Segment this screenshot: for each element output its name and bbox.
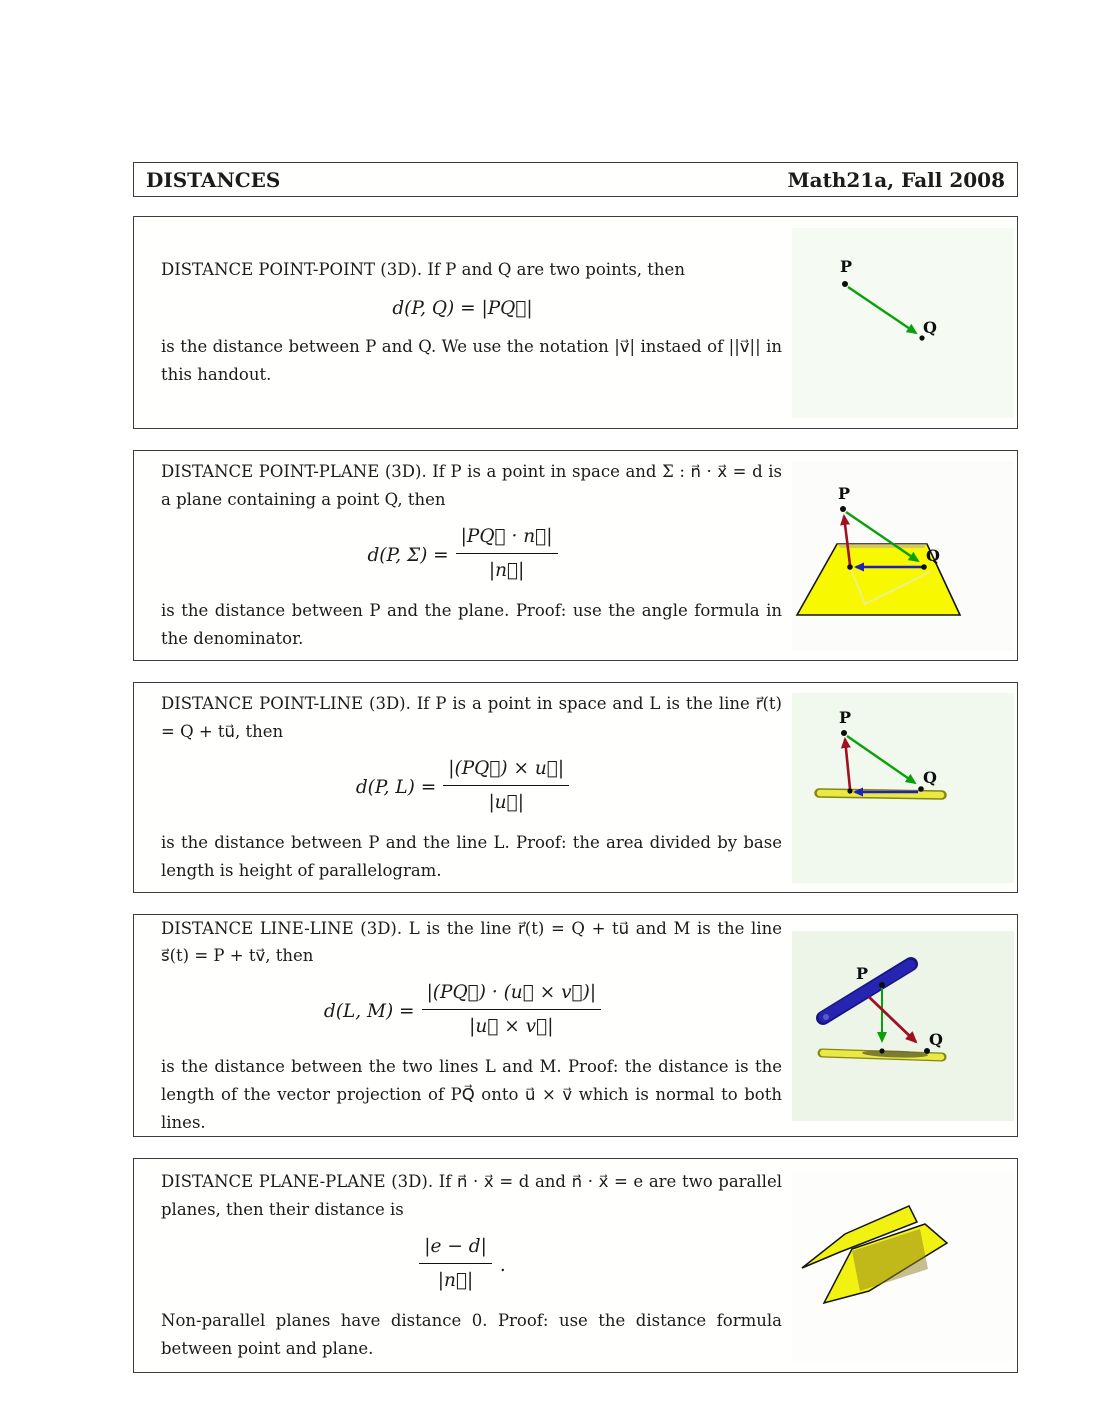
point-p-dot — [840, 506, 846, 512]
section-intro: DISTANCE POINT-POINT (3D). If P and Q are two points, then — [161, 260, 685, 280]
fraction-numerator: |PQ⃗ · n⃗| — [456, 521, 558, 554]
formula-line-line — [161, 979, 764, 1044]
section-plane-plane — [133, 1158, 1018, 1373]
formula-lhs: d(L, M) = — [323, 1000, 415, 1022]
point-p-dot — [841, 730, 847, 736]
fraction-denominator: |n⃗| — [437, 1270, 474, 1291]
formula-point-plane — [161, 523, 764, 588]
section-text — [134, 248, 792, 396]
diagram-label-p: P — [839, 256, 853, 276]
fraction-denominator: |n⃗| — [488, 560, 525, 581]
fraction-numerator: |(PQ⃗) · (u⃗ × v⃗)| — [422, 977, 602, 1010]
formula-plane-plane — [161, 1233, 764, 1298]
fraction-denominator: |u⃗ × v⃗| — [469, 1016, 554, 1038]
formula-suffix: . — [499, 1254, 506, 1276]
section-point-plane — [133, 450, 1018, 661]
section-outro: is the distance between P and the line L. Proof: the area divided by base length is height of parallelogram. — [161, 833, 782, 880]
formula-point-line — [161, 755, 764, 820]
section-text — [134, 907, 792, 1145]
rod-highlight — [823, 1014, 829, 1020]
header-bar — [133, 162, 1018, 197]
point-plane-figure — [792, 461, 1014, 651]
fraction-numerator: |e − d| — [419, 1231, 492, 1264]
formula-text: d(P, Q) = |PQ⃗| — [392, 298, 533, 320]
point-p-dot — [879, 982, 885, 988]
line-rod — [820, 793, 941, 795]
diagram-label-p: P — [838, 707, 852, 727]
figure-background — [792, 693, 1014, 883]
page-title: DISTANCES — [146, 167, 281, 192]
point-q-dot — [921, 564, 927, 570]
diagram-label-q: Q — [923, 767, 937, 787]
foot-dot — [847, 564, 853, 570]
section-outro: is the distance between the two lines L and M. Proof: the distance is the length of the vector projection of PQ⃗ onto u⃗ × v⃗ which is normal to both lines. — [161, 1057, 782, 1132]
point-q-dot — [918, 786, 924, 792]
section-outro: is the distance between P and Q. We use the notation |v⃗| instaed of ||v⃗|| in this handout. — [161, 337, 782, 384]
section-intro: DISTANCE LINE-LINE (3D). L is the line r⃗(t) = Q + tu⃗ and M is the line s⃗(t) = P + tv⃗, then — [161, 918, 782, 966]
point-point-figure — [792, 228, 1014, 418]
figure-background — [792, 931, 1014, 1121]
section-point-line — [133, 682, 1018, 893]
section-intro: DISTANCE POINT-LINE (3D). If P is a point in space and L is the line r⃗(t) = Q + tu⃗, then — [161, 694, 782, 742]
diagram-label-q: Q — [923, 317, 937, 337]
section-intro: DISTANCE POINT-PLANE (3D). If P is a point in space and Σ : n⃗ · x⃗ = d is a plane containing a point Q, then — [161, 462, 782, 510]
diagram-label-p: P — [837, 483, 851, 503]
formula-lhs: d(P, L) = — [355, 776, 437, 798]
line-line-figure — [792, 931, 1014, 1121]
point-p-dot — [842, 281, 848, 287]
section-text — [134, 682, 792, 892]
plane-far-edge — [837, 544, 927, 548]
fraction — [443, 753, 569, 818]
fraction — [456, 521, 558, 586]
diagram-label-q: Q — [929, 1029, 943, 1049]
diagram-label-q: Q — [926, 545, 940, 565]
foot-dot — [847, 788, 852, 793]
fraction-numerator: |(PQ⃗) × u⃗| — [443, 753, 569, 786]
foot-dot — [879, 1048, 884, 1053]
fraction — [422, 977, 602, 1042]
formula-lhs: d(P, Σ) = — [367, 544, 449, 566]
formula-point-point — [161, 293, 764, 324]
section-text — [134, 450, 792, 660]
point-line-figure — [792, 693, 1014, 883]
section-outro: is the distance between P and the plane. Proof: use the angle formula in the denominator. — [161, 601, 782, 648]
section-text — [134, 1160, 792, 1370]
course-label: Math21a, Fall 2008 — [787, 167, 1005, 192]
diagram-label-p: P — [855, 963, 869, 983]
section-point-point — [133, 216, 1018, 429]
section-outro: Non-parallel planes have distance 0. Proof: use the distance formula between point and plane. — [161, 1311, 782, 1358]
fraction-denominator: |u⃗| — [488, 792, 524, 813]
plane-plane-figure — [792, 1171, 1014, 1361]
section-line-line — [133, 914, 1018, 1137]
fraction — [419, 1231, 492, 1296]
section-intro: DISTANCE PLANE-PLANE (3D). If n⃗ · x⃗ = d and n⃗ · x⃗ = e are two parallel planes, then their distance is — [161, 1172, 782, 1220]
